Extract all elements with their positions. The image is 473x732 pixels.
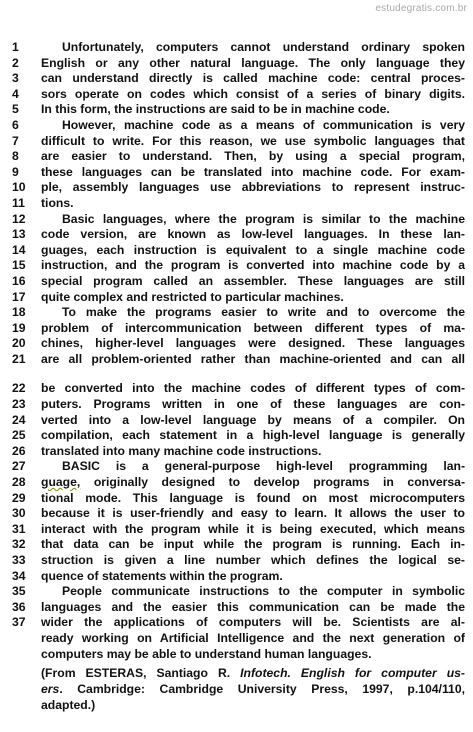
citation-publisher: . Cambridge: Cambridge University Press, 1997, p.104/110, [59,681,465,696]
line-number: 37 [12,615,26,630]
line-text: tions. [41,195,74,210]
citation-author: (From ESTERAS, Santiago R. [41,666,241,680]
text-line [0,180,473,196]
text-line [0,428,473,444]
line-number: 23 [12,397,26,412]
line-text: English or any other natural language. The only language they [41,55,465,70]
line-text: Unfortunately, computers cannot understand ordinary spoken [62,40,465,54]
text-line [0,537,473,553]
text-line [0,444,473,460]
line-number: 16 [12,273,26,288]
text-line [0,321,473,337]
text-line [0,381,473,397]
text-line [0,506,473,522]
line-number: 31 [12,521,26,536]
line-number: 4 [12,86,19,101]
line-text: puters. Programs written in one of these languages are con- [41,397,465,412]
line-number: 22 [12,381,26,396]
citation-title-cont: ers [41,681,60,696]
citation-line-2 [41,682,465,698]
citation-line-1 [41,666,465,682]
text-line [0,290,473,306]
text-line [0,569,473,585]
line-text: chines, higher-level languages were designed. These languages [41,336,465,351]
text-line [0,584,473,600]
line-text: ple, assembly languages use abbreviations to represent instruc- [41,180,465,195]
line-number: 34 [12,568,26,583]
text-line [0,336,473,352]
text-line [0,56,473,72]
line-number: 9 [12,164,19,179]
text-line [0,227,473,243]
line-text: code version, are known as low-level languages. In these lan- [41,227,465,242]
text-line [0,40,473,56]
document-body [0,40,473,662]
line-text: In this form, the instructions are said to be in machine code. [41,102,390,117]
line-text: instruction, and the program is converted into machine code by a [41,258,465,273]
text-line [0,352,473,368]
line-text: interact with the program while it is being executed, which means [41,521,465,536]
line-text: People communicate instructions to the computer in symbolic [62,584,465,599]
line-number: 5 [12,102,19,117]
line-number: 28 [12,475,26,490]
text-line [0,118,473,134]
line-text: difficult to write. For this reason, we use symbolic languages that [41,133,465,148]
line-text: struction is given a line number which defines the logical se- [41,553,465,567]
line-text: be converted into the machine codes of different types of com- [41,381,465,396]
line-text: sors operate on codes which consist of a series of binary digits. [41,86,465,101]
text-line [0,87,473,103]
text-line [0,615,473,631]
watermark: estudegratis.com.br [375,3,467,14]
line-text: quence of statements within the program. [41,568,283,583]
line-text: are easier to understand. Then, by using a special program, [41,149,465,164]
line-text: guage, originally designed to develop programs in conversa- [41,475,465,490]
line-text: To make the programs easier to write and to overcome the [62,305,465,320]
line-text: quite complex and restricted to particular machines. [41,289,344,304]
line-text: problem of intercommunication between different types of ma- [41,320,465,335]
line-number: 25 [12,428,26,443]
line-text: wider the applications of computers will be. Scientists are al- [41,615,465,630]
line-number: 24 [12,412,26,427]
line-number: 29 [12,490,26,505]
text-line [0,212,473,228]
line-number: 17 [12,289,26,304]
text-line [0,413,473,429]
line-number: 27 [12,459,26,474]
text-line [0,134,473,150]
line-number: 2 [12,55,19,70]
text-line [0,243,473,259]
line-text: However, machine code as a means of communication is very [62,117,465,132]
line-text: because it is user-friendly and easy to learn. It allows the user to [41,506,465,521]
text-line [0,196,473,212]
line-number: 1 [12,40,19,54]
line-number: 13 [12,227,26,242]
line-text: special program called an assembler. These languages are still [41,273,465,288]
citation [41,666,465,713]
text-line [0,475,473,491]
line-text: ready working on Artificial Intelligence and the next generation of [41,630,465,645]
line-number: 20 [12,336,26,351]
text-line [0,600,473,616]
text-line [0,459,473,475]
text-line [0,397,473,413]
text-line [0,71,473,87]
line-text: tional mode. This language is found on most microcomputers [41,490,465,505]
line-number: 14 [12,242,26,257]
line-number: 18 [12,305,26,320]
line-number: 21 [12,351,26,366]
line-text: guages, each instruction is equivalent to a single machine code [41,242,465,257]
line-number: 3 [12,71,19,86]
line-number: 6 [12,117,19,132]
line-number: 35 [12,584,26,599]
line-number: 36 [12,599,26,614]
line-text: are all problem-oriented rather than machine-oriented and can all [41,351,465,366]
text-line [0,258,473,274]
line-text: can understand directly is called machine code: central proces- [41,71,465,86]
spellcheck-word: guage, [41,475,81,490]
line-text: Basic languages, where the program is similar to the machine [62,211,465,226]
line-number: 11 [12,195,25,210]
text-line [0,149,473,165]
text-line [0,631,473,647]
line-text: compilation, each statement in a high-level language is generally [41,428,465,443]
line-text: BASIC is a general-purpose high-level programming lan- [62,459,465,474]
line-number: 12 [12,211,26,226]
text-line [0,102,473,118]
citation-line-3: adapted.) [41,697,96,712]
line-text: verted into a low-level language by means of a compiler. On [41,412,465,427]
text-line [0,305,473,321]
line-text: languages and the easier this communication can be made the [41,599,465,614]
text-line [0,165,473,181]
text-line [0,522,473,538]
line-text: computers may be able to understand human languages. [41,646,372,661]
line-text: that data can be input while the program is running. Each in- [41,537,465,552]
line-text: translated into many machine code instructions. [41,443,322,458]
line-number: 32 [12,537,26,552]
text-line [0,491,473,507]
line-number: 26 [12,443,26,458]
line-number: 8 [12,149,19,164]
line-number: 33 [12,553,26,567]
line-number: 10 [12,180,26,195]
citation-title: Infotech. English for computer us- [240,666,465,680]
line-number: 19 [12,320,26,335]
line-number: 15 [12,258,26,273]
line-number: 7 [12,133,19,148]
text-line [0,274,473,290]
line-text: these languages can be translated into machine code. For exam- [41,164,465,179]
column-gap [0,367,473,381]
text-line [0,553,473,569]
text-line [0,647,473,663]
line-number: 30 [12,506,26,521]
